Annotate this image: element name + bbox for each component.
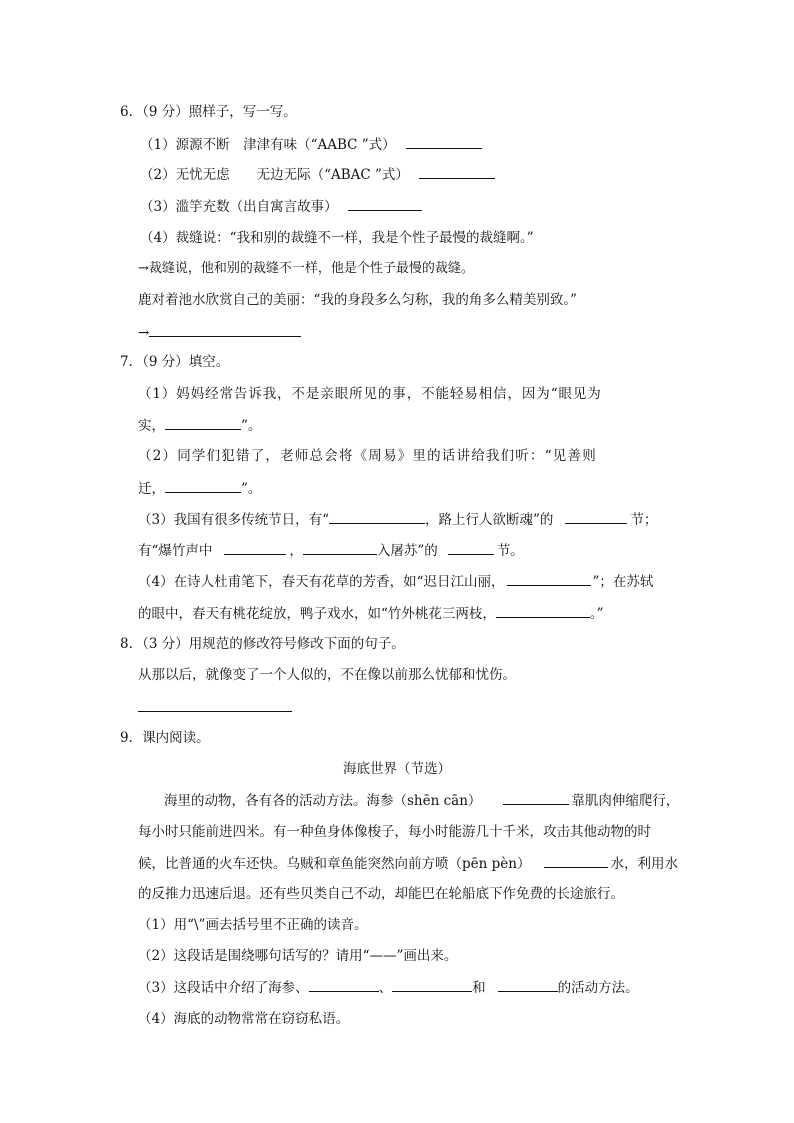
- q7-item-2-line-a: （2）同学们犯错了，老师总会将《周易》里的话讲给我们听：“见善则: [138, 448, 597, 464]
- q9-item-3-separator: 、: [378, 980, 393, 996]
- q7-item-1-suffix: ”。: [241, 418, 262, 434]
- q6-example: →裁缝说，他和别的裁缝不一样，他是个性子最慢的裁缝。: [138, 261, 474, 276]
- arrow-icon: →: [138, 325, 150, 341]
- q9-passage-3-suffix: 水，利用水: [610, 856, 678, 872]
- q7-item-4a-prefix: （4）在诗人杜甫笔下，春天有花草的芳香，如“迟日江山丽，: [138, 574, 505, 590]
- q6-answer-blank-3[interactable]: [348, 196, 422, 211]
- q7-answer-blank-9[interactable]: [496, 603, 590, 618]
- q8-title: 8．（3 分）用规范的修改符号修改下面的句子。: [120, 636, 405, 652]
- q7-item-2-suffix: ”。: [241, 481, 262, 497]
- q7-answer-blank-5[interactable]: [224, 540, 286, 555]
- q7-item-3-line-a: [138, 509, 657, 530]
- q7-item-1-line-a: （1）妈妈经常告诉我，不是亲眼所见的事，不能轻易相信，因为“眼见为: [138, 386, 602, 402]
- q9-passage-3-prefix: 候，比普通的火车还快。乌贼和章鱼能突然向前方喷（pēn pèn）: [138, 856, 531, 872]
- q9-passage-blank-2[interactable]: [544, 853, 608, 868]
- q7-item-2-prefix: 迁，: [138, 481, 165, 497]
- q9-answer-blank-1[interactable]: [309, 977, 379, 992]
- q9-passage-line-3: [138, 853, 678, 874]
- q6-item-3-text: （3）滥竽充数（出自寓言故事）: [140, 199, 338, 215]
- q6-item-3: [140, 196, 425, 217]
- q7-item-3b-comma: ，: [289, 543, 303, 559]
- q7-answer-blank-1[interactable]: [165, 415, 241, 430]
- q9-item-1: （1）用“\”画去括号里不正确的读音。: [138, 917, 368, 933]
- q8-answer-line: [138, 697, 292, 718]
- q7-item-3-line-b: [138, 540, 524, 561]
- q9-item-4: （4）海底的动物常常在窃窃私语。: [138, 1011, 350, 1027]
- q6-item-2: [140, 164, 498, 185]
- q7-item-1-prefix: 实，: [138, 418, 165, 434]
- q6-item-1-text: （1）源源不断 津津有味（“AABC ”式）: [140, 137, 396, 153]
- q6-answer-blank-1[interactable]: [406, 134, 482, 149]
- q7-answer-blank-6[interactable]: [303, 540, 377, 555]
- q7-item-4b-prefix: 的眼中，春天有桃花绽放，鸭子戏水，如“竹外桃花三两枝，: [138, 606, 496, 622]
- q7-item-4-line-b: [138, 603, 604, 624]
- q9-item-3-and: 和: [472, 980, 486, 996]
- q6-rewrite-line: [138, 322, 304, 343]
- q7-item-3b-prefix: 有“爆竹声中: [138, 543, 213, 559]
- q7-answer-blank-7[interactable]: [448, 540, 494, 555]
- q7-item-3a-suffix: 节；: [630, 512, 658, 528]
- q6-answer-blank-4[interactable]: [149, 322, 301, 337]
- q9-passage-1-prefix: 海里的动物，各有各的活动方法。海参（shēn cān）: [164, 793, 482, 809]
- q7-item-4a-suffix: ”；在苏轼: [592, 574, 654, 590]
- q7-answer-blank-8[interactable]: [507, 571, 591, 586]
- q7-item-2-line-b: [138, 478, 261, 499]
- q6-title: 6．（9 分）照样子，写一写。: [120, 104, 297, 120]
- q9-passage-line-4: 的反推力迅速后退。还有些贝类自己不动，却能巴在轮船底下作免费的长途旅行。: [138, 886, 624, 902]
- q9-passage-blank-1[interactable]: [503, 790, 569, 805]
- q9-passage-title: 海底世界（节选）: [343, 761, 451, 777]
- q9-item-3-suffix: 的活动方法。: [557, 980, 639, 996]
- q7-item-3a-prefix: （3）我国有很多传统节日，有“: [138, 512, 329, 528]
- q6-deer-sentence: 鹿对着池水欣赏自己的美丽：“我的身段多么匀称，我的角多么精美别致。”: [138, 292, 578, 308]
- q7-item-3b-middle: 入屠苏”的: [376, 543, 438, 559]
- q7-item-3a-middle: ，路上行人欲断魂”的: [425, 512, 554, 528]
- q9-passage-line-2: 每小时只能前进四米。有一种鱼身体像梭子，每小时能游几十千米，攻击其他动物的时: [138, 824, 651, 840]
- q6-item-1: [140, 134, 485, 155]
- q7-answer-blank-3[interactable]: [329, 509, 425, 524]
- q7-answer-blank-2[interactable]: [165, 478, 241, 493]
- q9-item-2: （2）这段话是围绕哪句话写的？请用“——”画出来。: [138, 948, 458, 964]
- q6-item-4: （4）裁缝说：“我和别的裁缝不一样，我是个性子最慢的裁缝啊。”: [140, 230, 534, 246]
- q6-item-2-text: （2）无忧无虑 无边无际（“ABAC ”式）: [140, 167, 409, 183]
- q8-answer-blank[interactable]: [138, 697, 292, 712]
- q7-item-4b-suffix: 。”: [589, 606, 604, 622]
- q7-title: 7．（9 分）填空。: [120, 354, 230, 370]
- q7-item-3b-suffix: 节。: [496, 543, 524, 559]
- q9-passage-line-1: [164, 790, 679, 811]
- q7-item-1-line-b: [138, 415, 261, 436]
- q9-item-3-prefix: （3）这段话中介绍了海参、: [138, 980, 309, 996]
- q6-answer-blank-2[interactable]: [419, 164, 495, 179]
- q9-passage-1-suffix: 靠肌肉伸缩爬行，: [571, 793, 680, 809]
- q8-sentence: 从那以后，就像变了一个人似的，不在像以前那么忧郁和忧伤。: [138, 667, 516, 683]
- q7-item-4-line-a: [138, 571, 653, 592]
- q9-title: 9．课内阅读。: [120, 730, 210, 746]
- q9-answer-blank-3[interactable]: [498, 977, 558, 992]
- q9-answer-blank-2[interactable]: [392, 977, 472, 992]
- q7-answer-blank-4[interactable]: [565, 509, 627, 524]
- q9-item-3: [138, 977, 639, 998]
